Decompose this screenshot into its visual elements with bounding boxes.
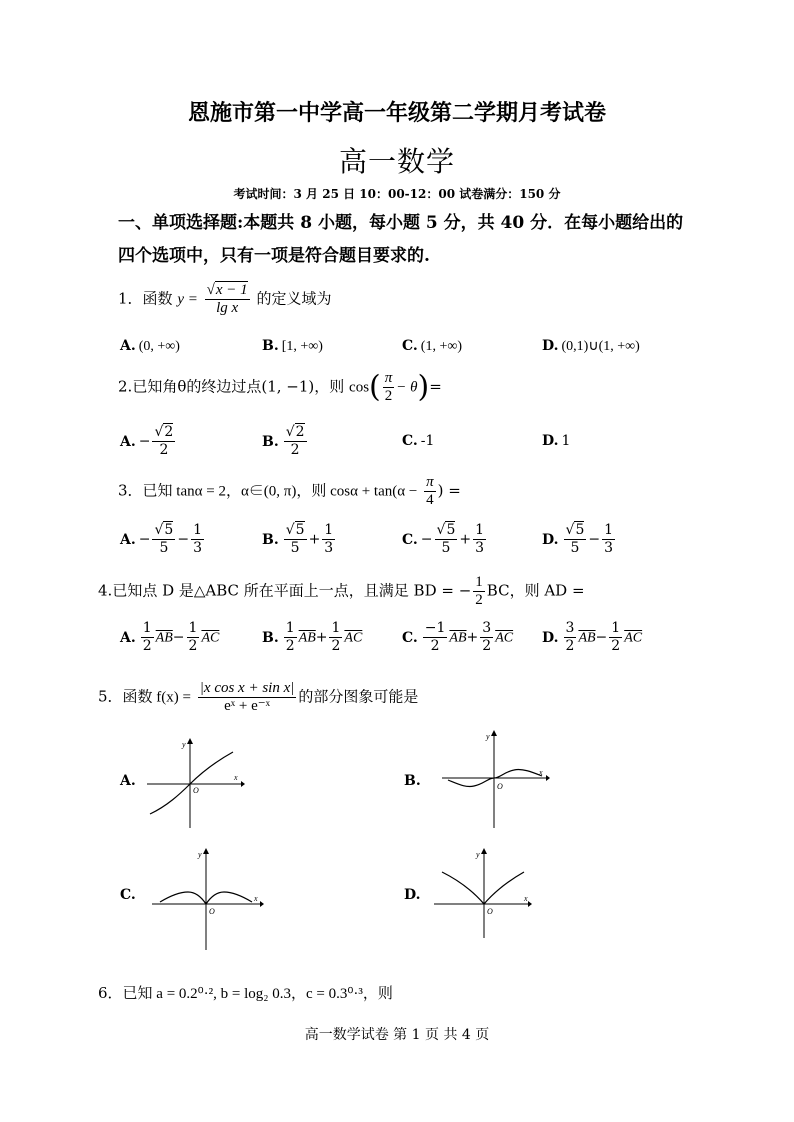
q5-graph-a [145,738,245,830]
q3-option-b: B. $\frac{√5}{5}$ + $\frac{1}{3}$ [262,522,334,556]
q5-graph-b [440,730,552,830]
school-title: 恩施市第一中学高一年级第二学期月考试卷 [187,100,606,126]
q4-mid: BC，则 AD = [486,581,585,600]
question-4: 4.已知点 D 是△ABC 所在平面上一点，且满足 BD = − $\frac{1}{2}$ BC，则 AD = [98,574,585,608]
q1-option-c: C. (1, +∞) [402,338,462,354]
q1-denominator: lg x [216,300,239,316]
q1-prefix: 函数 [142,289,173,308]
curve [442,872,524,904]
exam-info: 考试时间：3 月 25 日 10：00-12：00 试卷满分：150 分 [233,187,561,201]
question-6: 6．已知 a = 0.2⁰·², b = log₂ 0.3，c = 0.3⁰·³，则 [98,984,393,1002]
q1-fraction: $\frac{√x - 1}{\text{lg x}}$ [206,282,248,316]
q4-option-a: A. $\frac{1}{2}$ $\overline{AB}-$ $\frac{1}{2}$ $\overline{AC}$ [120,620,220,654]
q3-option-c: C. − $\frac{√5}{5}$ + $\frac{1}{3}$ [402,522,485,556]
q5-option-b-label: B. [404,773,421,789]
subject-title: 高一数学 [338,145,455,178]
q2-option-c: C. -1 [402,433,435,449]
question-3: 3．已知 tanα = 2，α∈(0, π)，则 cosα + tan(α − $\frac{\pi}{4}$ ) = [118,474,461,508]
y-label: y [476,850,480,859]
q4-option-d: D. $\frac{3}{2}$ $\overline{AB}-$ $\frac{1}{2}$ $\overline{AC}$ [542,620,643,654]
q2-option-a: A. − $\frac{√2}{2}$ [120,424,174,458]
q6-text: 已知 a = 0.2⁰·², b = log₂ 0.3，c = 0.3⁰·³，则 [122,986,393,1002]
x-axis-arrow [528,901,532,907]
page-footer: 高一数学试卷 第 1 页 共 4 页 [304,1027,490,1043]
q2-prefix: 已知角θ的终边过点(1, −1)，则 [132,377,345,396]
y-axis-arrow [491,730,497,736]
q2-option-d: D. 1 [542,433,571,449]
y-label: y [486,732,490,741]
origin-label: O [193,786,199,795]
q3-option-d: D. $\frac{√5}{5}$ − $\frac{1}{3}$ [542,522,614,556]
q2-pi-over-2: $\frac{\pi}{2}$ [384,370,393,404]
question-5: 5．函数 f(x) = $\frac{\text{|x cos x + sin x|}}{\text{eˣ + e⁻ˣ}}$ 的部分图象可能是 [98,680,419,714]
section-heading-line1: 一、单项选择题:本题共 8 小题，每小题 5 分，共 40 分．在每小题给出的 [118,213,684,233]
q4-prefix: 已知点 D 是△ABC 所在平面上一点，且满足 BD = − [112,581,472,600]
q1-num: 1． [118,289,143,308]
q3-prefix: 已知 tanα = 2，α∈(0, π)，则 cosα + tan(α − [142,483,418,500]
q2-option-b: B. $\frac{√2}{2}$ [262,424,305,458]
q5-graph-d [432,848,536,940]
q1-option-b: B. [1, +∞) [262,338,323,354]
origin-label: O [497,782,503,791]
curve [150,752,233,814]
x-label: x [254,894,258,903]
y-axis-arrow [187,738,193,744]
x-axis-arrow [546,775,550,781]
q3-pi-over-4: $\frac{\pi}{4}$ [426,474,434,508]
x-label: x [234,773,238,782]
q5-option-c-label: C. [120,887,136,903]
q4-option-b: B. $\frac{1}{2}$ $\overline{AB}+$ $\frac{1}{2}$ $\overline{AC}$ [262,620,363,654]
q1-option-d: D. (0,1)∪(1, +∞) [542,338,640,354]
q1-y-eq: y = [177,291,198,308]
y-label: y [198,850,202,859]
q5-option-a-label: A. [120,773,136,789]
q5-prefix: 函数 f(x) = [122,689,191,706]
x-label: x [539,768,543,777]
q3-option-a: A. − $\frac{√5}{5}$ − $\frac{1}{3}$ [120,522,202,556]
q4-option-c: C. $\frac{-1}{2}$ $\overline{AB}+$ $\frac{3}{2}$ $\overline{AC}$ [402,620,514,654]
origin-label: O [487,907,493,916]
origin-label: O [209,907,215,916]
q5-graph-c [150,848,268,952]
question-1 [118,282,331,317]
x-label: x [524,894,528,903]
x-axis-arrow [241,781,245,787]
y-axis-arrow [203,848,209,854]
section-heading-line2: 四个选项中，只有一项是符合题目要求的. [118,246,430,266]
q1-numerator: x − 1 [215,282,248,298]
q1-option-a: A. (0, +∞) [120,338,180,354]
y-axis-arrow [481,848,487,854]
y-label: y [182,740,186,749]
x-axis-arrow [260,901,264,907]
q1-suffix: 的定义域为 [256,289,332,308]
question-2: 2.已知角θ的终边过点(1, −1)，则 cos( $\frac{\pi}{2}$ − θ)= [118,369,442,405]
q5-option-d-label: D. [404,887,421,903]
